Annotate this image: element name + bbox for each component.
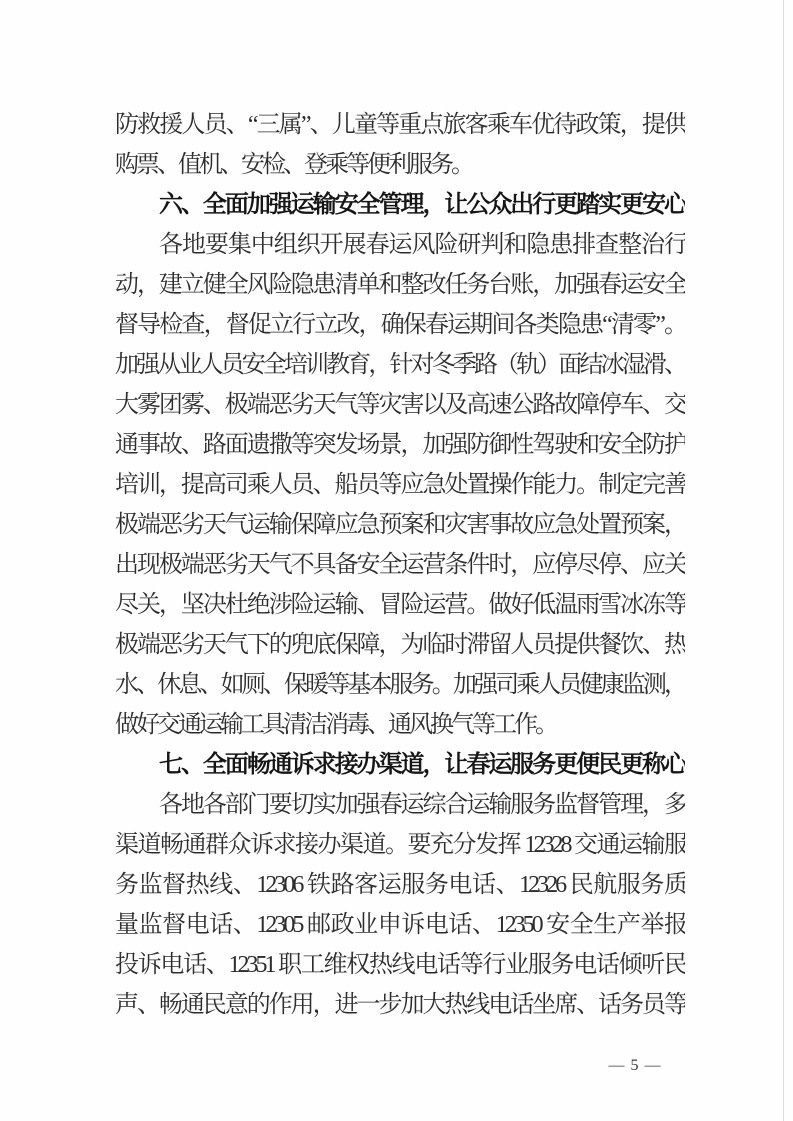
document-line: 投诉电话、12351 职工维权热线电话等行业服务电话倾听民 <box>115 952 685 978</box>
document-line: 各地要集中组织开展春运风险研判和隐患排查整治行 <box>159 232 685 258</box>
document-line: 大雾团雾、极端恶劣天气等灾害以及高速公路故障停车、交 <box>115 392 685 418</box>
document-line: 尽关，坚决杜绝涉险运输、冒险运营。做好低温雨雪冰冻等 <box>115 592 685 618</box>
page-number: — 5 — <box>608 1057 662 1074</box>
document-line: 督导检查，督促立行立改，确保春运期间各类隐患“清零”。 <box>115 312 685 338</box>
document-line: 务监督热线、12306 铁路客运服务电话、12326 民航服务质 <box>115 872 685 898</box>
document-line: 做好交通运输工具清洁消毒、通风换气等工作。 <box>115 712 556 738</box>
document-text-block <box>115 105 685 1025</box>
section-heading-six: 六、全面加强运输安全管理，让公众出行更踏实更安心 <box>159 191 685 218</box>
document-line: 极端恶劣天气下的兜底保障，为临时滞留人员提供餐饮、热 <box>115 632 685 658</box>
document-line: 加强从业人员安全培训教育，针对冬季路（轨）面结冰湿滑、 <box>115 352 685 378</box>
document-line: 通事故、路面遗撒等突发场景，加强防御性驾驶和安全防护 <box>115 432 685 458</box>
scan-artifact-line <box>783 0 784 1121</box>
document-line: 水、休息、如厕、保暖等基本服务。加强司乘人员健康监测， <box>115 672 685 698</box>
document-line: 动，建立健全风险隐患清单和整改任务台账，加强春运安全 <box>115 272 685 298</box>
document-line: 出现极端恶劣天气不具备安全运营条件时，应停尽停、应关 <box>115 552 685 578</box>
document-line: 极端恶劣天气运输保障应急预案和灾害事故应急处置预案， <box>115 512 685 538</box>
document-line: 各地各部门要切实加强春运综合运输服务监督管理，多 <box>159 792 685 818</box>
document-line: 量监督电话、12305 邮政业申诉电话、12350 安全生产举报 <box>115 912 685 938</box>
document-line: 购票、值机、安检、登乘等便利服务。 <box>115 152 472 178</box>
document-line: 声、畅通民意的作用，进一步加大热线电话坐席、话务员等 <box>115 992 685 1018</box>
section-heading-seven: 七、全面畅通诉求接办渠道，让春运服务更便民更称心 <box>159 751 685 778</box>
document-line: 防救援人员、“三属”、儿童等重点旅客乘车优待政策，提供 <box>115 112 685 138</box>
document-line: 渠道畅通群众诉求接办渠道。要充分发挥 12328 交通运输服 <box>115 832 685 858</box>
document-line: 培训，提高司乘人员、船员等应急处置操作能力。制定完善 <box>115 472 685 498</box>
